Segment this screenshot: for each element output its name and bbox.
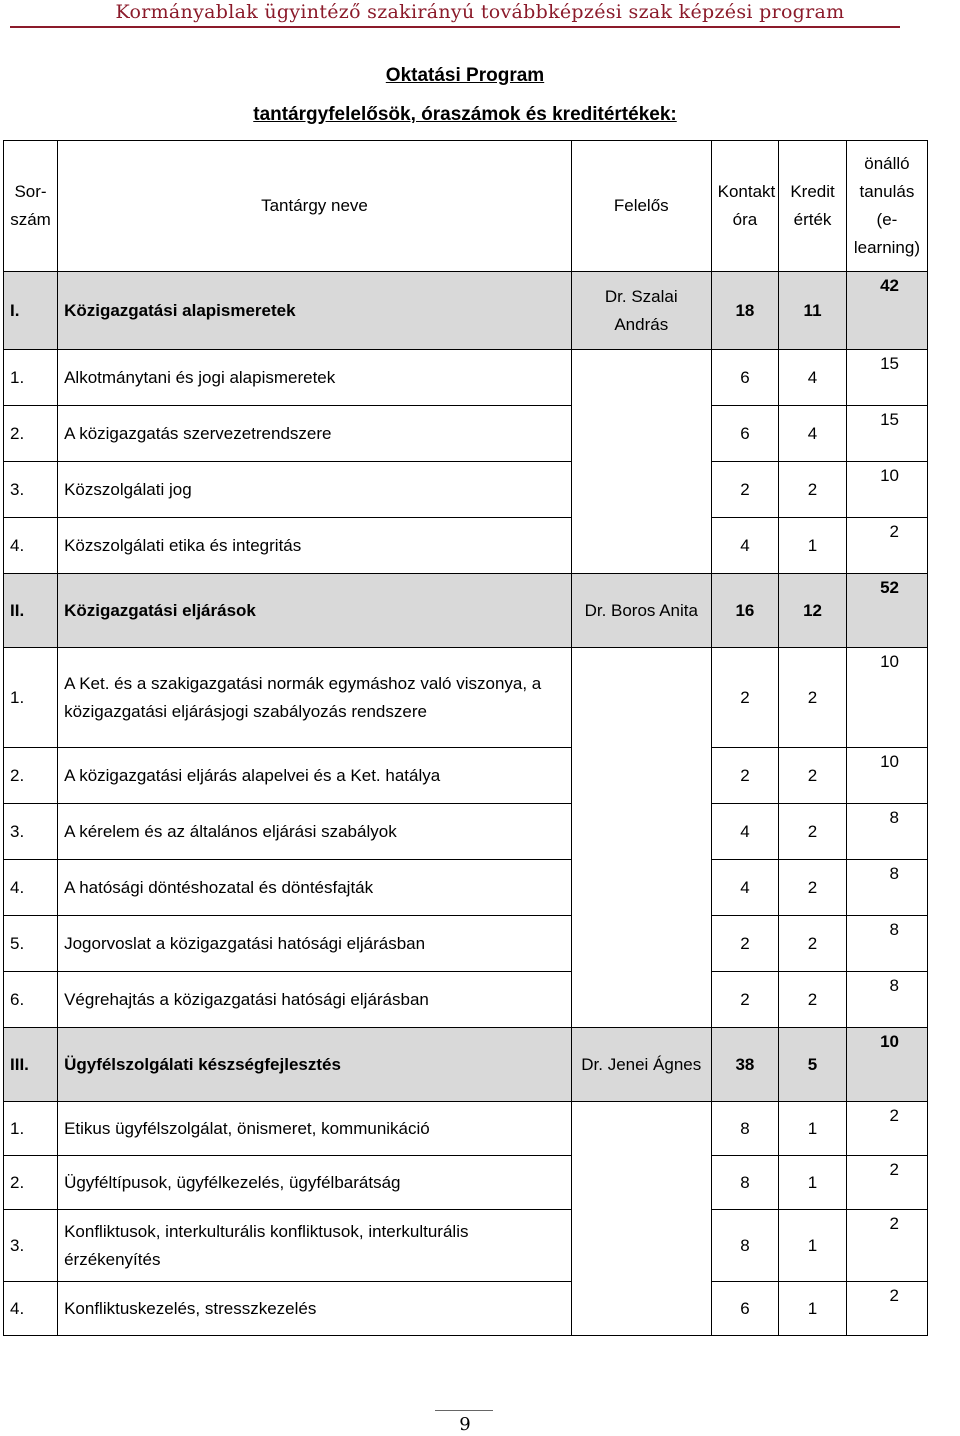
row-subject-name: A közigazgatás szervezetrendszere: [58, 406, 572, 462]
document-title: Oktatási Program: [385, 65, 545, 86]
row-contact-hours: 6: [711, 1282, 779, 1336]
row-self-study: 10: [846, 462, 927, 518]
section-responsible: Dr. Jenei Ágnes: [571, 1028, 711, 1102]
row-credits: 1: [779, 1282, 847, 1336]
row-subject-name: Etikus ügyfélszolgálat, önismeret, kommunikáció: [58, 1102, 572, 1156]
section-row: [4, 272, 928, 350]
program-table: [3, 140, 928, 1336]
row-contact-hours: 2: [711, 648, 779, 748]
row-subject-name: Alkotmánytani és jogi alapismeretek: [58, 350, 572, 406]
row-num: 3.: [4, 462, 58, 518]
row-self-study: 8: [846, 972, 927, 1028]
document-subtitle: tantárgyfelelősök, óraszámok és kreditértékek:: [253, 104, 677, 125]
row-contact-hours: 4: [711, 804, 779, 860]
row-num: 3.: [4, 804, 58, 860]
row-self-study: 8: [846, 860, 927, 916]
table-row: [4, 518, 928, 574]
row-credits: 4: [779, 350, 847, 406]
section-self-study: 52: [846, 574, 927, 648]
table-row: [4, 972, 928, 1028]
row-self-study: 15: [846, 406, 927, 462]
table-row: [4, 648, 928, 748]
row-num: 6.: [4, 972, 58, 1028]
row-credits: 1: [779, 1156, 847, 1210]
row-num: 5.: [4, 916, 58, 972]
table-row: [4, 1156, 928, 1210]
row-subject-name: Végrehajtás a közigazgatási hatósági eljárásban: [58, 972, 572, 1028]
section-self-study: 10: [846, 1028, 927, 1102]
row-credits: 1: [779, 518, 847, 574]
row-contact-hours: 6: [711, 350, 779, 406]
table-row: [4, 406, 928, 462]
row-contact-hours: 2: [711, 748, 779, 804]
row-num: 3.: [4, 1210, 58, 1282]
row-credits: 2: [779, 916, 847, 972]
section-credits: 11: [779, 272, 847, 350]
row-num: 2.: [4, 748, 58, 804]
row-self-study: 2: [846, 1102, 927, 1156]
section-name: Ügyfélszolgálati készségfejlesztés: [58, 1028, 572, 1102]
header-rule: [10, 26, 900, 28]
row-self-study: 15: [846, 350, 927, 406]
row-subject-name: A kérelem és az általános eljárási szabályok: [58, 804, 572, 860]
footer-rule: [435, 1410, 493, 1411]
section-num: II.: [4, 574, 58, 648]
page-header: Kormányablak ügyintéző szakirányú továbbképzési szak képzési program: [115, 1, 845, 23]
row-responsible-empty: [571, 1102, 711, 1336]
section-responsible: Dr. Boros Anita: [571, 574, 711, 648]
table-row: [4, 1282, 928, 1336]
row-responsible-empty: [571, 648, 711, 1028]
table-header-row: [4, 141, 928, 272]
row-subject-name: Jogorvoslat a közigazgatási hatósági eljárásban: [58, 916, 572, 972]
row-self-study: 2: [846, 1282, 927, 1336]
row-num: 1.: [4, 1102, 58, 1156]
row-num: 2.: [4, 1156, 58, 1210]
header-resp: Felelős: [571, 141, 711, 272]
row-contact-hours: 2: [711, 972, 779, 1028]
row-num: 4.: [4, 1282, 58, 1336]
table-row: [4, 916, 928, 972]
row-num: 1.: [4, 648, 58, 748]
row-contact-hours: 8: [711, 1210, 779, 1282]
row-credits: 2: [779, 972, 847, 1028]
row-contact-hours: 6: [711, 406, 779, 462]
row-self-study: 8: [846, 804, 927, 860]
row-contact-hours: 2: [711, 916, 779, 972]
row-num: 2.: [4, 406, 58, 462]
row-subject-name: A Ket. és a szakigazgatási normák egymáshoz való viszonya, a közigazgatási eljárásjogi szabályozás rendszere: [58, 648, 572, 748]
header-name: Tantárgy neve: [58, 141, 572, 272]
section-responsible: Dr. Szalai András: [571, 272, 711, 350]
section-name: Közigazgatási eljárások: [58, 574, 572, 648]
row-subject-name: Konfliktuskezelés, stresszkezelés: [58, 1282, 572, 1336]
row-contact-hours: 2: [711, 462, 779, 518]
row-subject-name: Közszolgálati jog: [58, 462, 572, 518]
table-row: [4, 804, 928, 860]
row-subject-name: A hatósági döntéshozatal és döntésfajták: [58, 860, 572, 916]
row-credits: 2: [779, 462, 847, 518]
table-row: [4, 748, 928, 804]
row-contact-hours: 8: [711, 1102, 779, 1156]
table-row: [4, 350, 928, 406]
header-self: önálló tanulás (e-learning): [846, 141, 927, 272]
row-contact-hours: 4: [711, 518, 779, 574]
row-num: 4.: [4, 518, 58, 574]
section-name: Közigazgatási alapismeretek: [58, 272, 572, 350]
section-self-study: 42: [846, 272, 927, 350]
table-row: [4, 1210, 928, 1282]
section-credits: 5: [779, 1028, 847, 1102]
table-row: [4, 860, 928, 916]
row-self-study: 10: [846, 748, 927, 804]
section-contact-hours: 18: [711, 272, 779, 350]
row-credits: 2: [779, 748, 847, 804]
row-contact-hours: 4: [711, 860, 779, 916]
row-num: 1.: [4, 350, 58, 406]
table-body: [4, 272, 928, 1336]
section-contact-hours: 38: [711, 1028, 779, 1102]
header-num: Sor-szám: [4, 141, 58, 272]
row-credits: 1: [779, 1102, 847, 1156]
row-subject-name: Közszolgálati etika és integritás: [58, 518, 572, 574]
section-num: III.: [4, 1028, 58, 1102]
row-subject-name: Ügyféltípusok, ügyfélkezelés, ügyfélbarátság: [58, 1156, 572, 1210]
table-row: [4, 462, 928, 518]
section-credits: 12: [779, 574, 847, 648]
table-row: [4, 1102, 928, 1156]
row-credits: 1: [779, 1210, 847, 1282]
header-contact: Kontakt óra: [711, 141, 779, 272]
row-subject-name: Konfliktusok, interkulturális konfliktusok, interkulturális érzékenyítés: [58, 1210, 572, 1282]
section-row: [4, 574, 928, 648]
row-credits: 2: [779, 860, 847, 916]
section-row: [4, 1028, 928, 1102]
header-credit: Kredit érték: [779, 141, 847, 272]
row-self-study: 2: [846, 1210, 927, 1282]
row-self-study: 2: [846, 1156, 927, 1210]
page-number: 9: [459, 1414, 471, 1435]
row-self-study: 8: [846, 916, 927, 972]
section-contact-hours: 16: [711, 574, 779, 648]
row-self-study: 10: [846, 648, 927, 748]
row-credits: 4: [779, 406, 847, 462]
row-responsible-empty: [571, 350, 711, 574]
row-num: 4.: [4, 860, 58, 916]
row-subject-name: A közigazgatási eljárás alapelvei és a Ket. hatálya: [58, 748, 572, 804]
row-self-study: 2: [846, 518, 927, 574]
row-credits: 2: [779, 804, 847, 860]
row-contact-hours: 8: [711, 1156, 779, 1210]
section-num: I.: [4, 272, 58, 350]
row-credits: 2: [779, 648, 847, 748]
